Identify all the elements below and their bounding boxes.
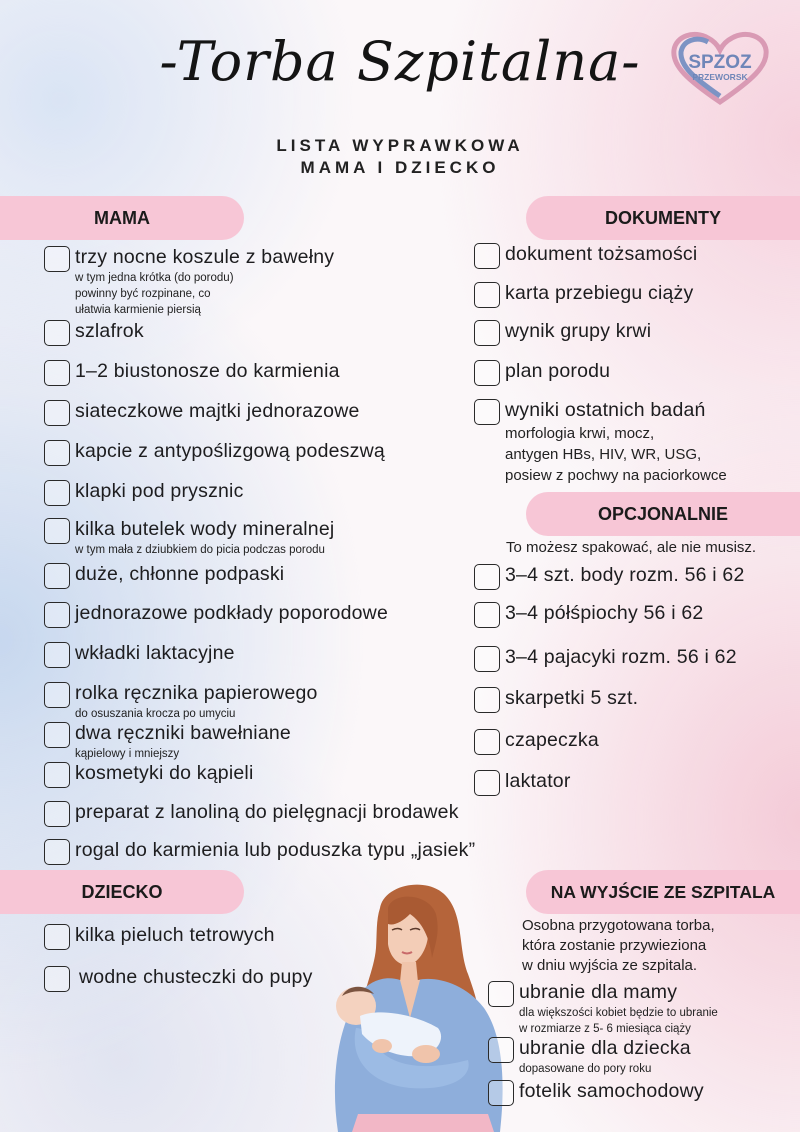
checkbox[interactable] [474,564,500,590]
checkbox[interactable] [44,563,70,589]
opcjonalnie-item[interactable] [474,727,599,755]
checkbox[interactable] [474,399,500,425]
item-note: w tym jedna krótka (do porodu) powinny być rozpinane, co ułatwia karmienie piersią [75,272,234,316]
mama-item[interactable] [44,720,291,762]
subtitle-line-1: LISTA WYPRAWKOWA [276,136,524,155]
checkbox[interactable] [474,320,500,346]
item-label: dokument tożsamości [505,243,698,265]
mama-item[interactable] [44,244,334,318]
checkbox[interactable] [474,646,500,672]
checkbox[interactable] [44,966,70,992]
item-note: kąpielowy i mniejszy [75,748,180,760]
checkbox[interactable] [44,839,70,865]
item-note: do osuszania krocza po umyciu [75,708,236,720]
item-label: rolka ręcznika papierowego [75,682,318,704]
item-note: dopasowane do pory roku [519,1063,652,1075]
item-label: trzy nocne koszule z bawełny [75,246,335,268]
mama-item[interactable] [44,398,360,426]
checkbox[interactable] [44,762,70,788]
mama-item[interactable] [44,799,459,827]
item-label: czapeczka [505,729,599,751]
wyjscie-item[interactable] [488,979,718,1037]
checkbox[interactable] [44,320,70,346]
item-label: ubranie dla dziecka [519,1037,691,1059]
item-label: kilka pieluch tetrowych [75,924,275,946]
item-label: rogal do karmienia lub poduszka typu „jasiek” [75,839,476,861]
checkbox[interactable] [44,602,70,628]
wyjscie-item[interactable] [488,1078,704,1106]
opcjonalnie-item[interactable] [474,644,737,672]
item-note: dla większości kobiet będzie to ubranie w rozmiarze z 5- 6 miesiąca ciąży [519,1007,718,1035]
mother-holding-baby-icon [318,878,514,1132]
mama-item[interactable] [44,760,254,788]
item-label: kilka butelek wody mineralnej [75,518,335,540]
checkbox[interactable] [44,924,70,950]
checkbox[interactable] [488,1080,514,1106]
checkbox[interactable] [44,440,70,466]
item-label: fotelik samochodowy [519,1080,704,1102]
mama-item[interactable] [44,438,385,466]
wyjscie-item[interactable] [488,1035,691,1077]
mama-item[interactable] [44,478,244,506]
logo-text: SPZOZ [688,52,752,73]
checkbox[interactable] [474,360,500,386]
heart-logo-icon [668,28,772,108]
dokumenty-item[interactable] [474,397,727,486]
item-label: siateczkowe majtki jednorazowe [75,400,360,422]
checkbox[interactable] [44,246,70,272]
mama-item[interactable] [44,680,318,722]
item-label: laktator [505,770,571,792]
opcjonalnie-item[interactable] [474,768,571,796]
checkbox[interactable] [474,729,500,755]
opcjonalnie-item[interactable] [474,685,638,713]
opcjonalnie-item[interactable] [474,562,745,590]
dokumenty-heading: DOKUMENTY [526,196,800,240]
mama-heading: MAMA [0,196,244,240]
mama-item[interactable] [44,600,388,628]
opcjonalnie-heading: OPCJONALNIE [526,492,800,536]
item-label: szlafrok [75,320,144,342]
checkbox[interactable] [44,360,70,386]
checkbox[interactable] [44,801,70,827]
dziecko-item[interactable] [44,964,313,992]
checkbox[interactable] [488,981,514,1007]
item-note: w tym mała z dziubkiem do picia podczas porodu [75,544,325,556]
item-label: 1–2 biustonosze do karmienia [75,360,340,382]
dziecko-item[interactable] [44,922,275,950]
logo-subtext: PRZEWORSK [692,72,748,82]
item-label: plan porodu [505,360,611,382]
item-label: karta przebiegu ciąży [505,282,694,304]
item-label: jednorazowe podkłady poporodowe [75,602,389,624]
checkbox[interactable] [44,682,70,708]
spzoz-logo [668,28,772,108]
item-label: wynik grupy krwi [505,320,652,342]
item-label: kosmetyki do kąpieli [75,762,254,784]
mama-item[interactable] [44,640,235,668]
dokumenty-item[interactable] [474,318,651,346]
wyjscie-intro: Osobna przygotowana torba, która zostanie przywieziona w dniu wyjścia ze szpitala. [522,917,715,974]
dokumenty-item[interactable] [474,358,610,386]
item-label: preparat z lanoliną do pielęgnacji brodawek [75,801,459,823]
checkbox[interactable] [44,642,70,668]
checkbox[interactable] [474,602,500,628]
checkbox[interactable] [474,282,500,308]
checkbox[interactable] [44,518,70,544]
dokumenty-item[interactable] [474,280,693,308]
checkbox[interactable] [474,770,500,796]
checkbox[interactable] [474,243,500,269]
item-label: 3–4 półśpiochy 56 i 62 [505,602,704,624]
mama-item[interactable] [44,561,284,589]
mama-item[interactable] [44,358,340,386]
opcjonalnie-item[interactable] [474,600,703,628]
mama-item[interactable] [44,318,144,346]
item-label: dwa ręczniki bawełniane [75,722,291,744]
dziecko-heading: DZIECKO [0,870,244,914]
checkbox[interactable] [44,480,70,506]
item-label: wodne chusteczki do pupy [79,966,313,988]
opcjonalnie-intro: To możesz spakować, ale nie musisz. [506,539,757,556]
checkbox[interactable] [488,1037,514,1063]
item-label: kapcie z antypoślizgową podeszwą [75,440,385,462]
item-label: ubranie dla mamy [519,981,678,1003]
item-label: skarpetki 5 szt. [505,687,639,709]
checkbox[interactable] [474,687,500,713]
wyjscie-heading: NA WYJŚCIE ZE SZPITALA [526,870,800,914]
subtitle-line-2: MAMA I DZIECKO [300,158,500,177]
item-label: wkładki laktacyjne [75,642,235,664]
item-note: morfologia krwi, mocz, antygen HBs, HIV, WR, USG, posiew z pochwy na paciorkowce [505,425,727,484]
item-label: 3–4 szt. body rozm. 56 i 62 [505,564,745,586]
item-label: 3–4 pajacyki rozm. 56 i 62 [505,646,737,668]
item-label: wyniki ostatnich badań [505,399,706,421]
checkbox[interactable] [44,400,70,426]
page-title: -Torba Szpitalna- [159,30,641,93]
dokumenty-item[interactable] [474,241,697,269]
checkbox[interactable] [44,722,70,748]
mama-item[interactable] [44,837,475,865]
mama-item[interactable] [44,516,334,558]
item-label: duże, chłonne podpaski [75,563,285,585]
item-label: klapki pod prysznic [75,480,244,502]
